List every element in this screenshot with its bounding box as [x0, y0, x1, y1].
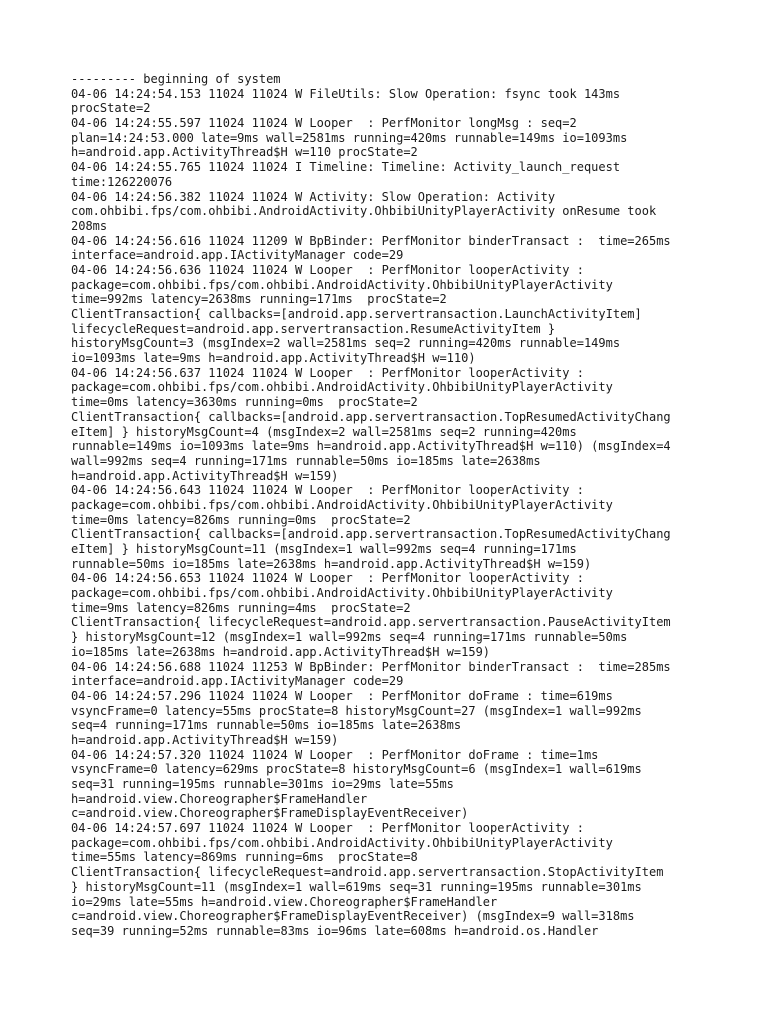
log-line: seq=39 running=52ms runnable=83ms io=96ms late=608ms h=android.os.Handler — [71, 923, 599, 938]
log-line: 04-06 14:24:55.597 11024 11024 W Looper : PerfMonitor longMsg : seq=2 — [71, 116, 577, 131]
log-line: time=55ms latency=869ms running=6ms procState=8 — [71, 850, 418, 865]
log-line: h=android.view.Choreographer$FrameHandler — [71, 791, 368, 806]
log-line: ClientTransaction{ callbacks=[android.app.servertransaction.TopResumedActivityChang — [71, 527, 671, 542]
log-line: historyMsgCount=3 (msgIndex=2 wall=2581ms seq=2 running=420ms runnable=149ms — [71, 336, 621, 351]
log-line: 04-06 14:24:54.153 11024 11024 W FileUtils: Slow Operation: fsync took 143ms — [71, 86, 621, 101]
log-line: com.ohbibi.fps/com.ohbibi.AndroidActivity.OhbibiUnityPlayerActivity onResume took — [71, 204, 657, 219]
log-line: seq=4 running=171ms runnable=50ms io=185ms late=2638ms — [71, 718, 462, 733]
log-line: time=0ms latency=826ms running=0ms procState=2 — [71, 512, 411, 527]
log-line: time=0ms latency=3630ms running=0ms procState=2 — [71, 395, 418, 410]
log-line: h=android.app.ActivityThread$H w=159) — [71, 468, 339, 483]
log-line: eItem] } historyMsgCount=4 (msgIndex=2 wall=2581ms seq=2 running=420ms — [71, 424, 577, 439]
log-line: time=992ms latency=2638ms running=171ms procState=2 — [71, 292, 447, 307]
log-line: 04-06 14:24:56.643 11024 11024 W Looper : PerfMonitor looperActivity : — [71, 483, 584, 498]
log-line: 04-06 14:24:56.616 11024 11209 W BpBinder: PerfMonitor binderTransact : time=265ms — [71, 233, 671, 248]
log-line: c=android.view.Choreographer$FrameDisplayEventReceiver) — [71, 806, 469, 821]
log-line: vsyncFrame=0 latency=55ms procState=8 historyMsgCount=27 (msgIndex=1 wall=992ms — [71, 703, 642, 718]
log-line: 04-06 14:24:56.653 11024 11024 W Looper : PerfMonitor looperActivity : — [71, 571, 584, 586]
log-line: wall=992ms seq=4 running=171ms runnable=50ms io=185ms late=2638ms — [71, 453, 541, 468]
log-line: h=android.app.ActivityThread$H w=159) — [71, 732, 339, 747]
log-line: package=com.ohbibi.fps/com.ohbibi.AndroidActivity.OhbibiUnityPlayerActivity — [71, 835, 613, 850]
log-line: time:126220076 — [71, 174, 173, 189]
log-line: io=185ms late=2638ms h=android.app.ActivityThread$H w=159) — [71, 644, 491, 659]
log-line: interface=android.app.IActivityManager code=29 — [71, 248, 404, 263]
log-line: 04-06 14:24:55.765 11024 11024 I Timeline: Timeline: Activity_launch_request — [71, 160, 621, 175]
log-line: 208ms — [71, 218, 108, 233]
log-line: ClientTransaction{ lifecycleRequest=android.app.servertransaction.PauseActivityItem — [71, 615, 671, 630]
log-line: 04-06 14:24:57.697 11024 11024 W Looper : PerfMonitor looperActivity : — [71, 821, 584, 836]
log-line: io=1093ms late=9ms h=android.app.ActivityThread$H w=110) — [71, 351, 476, 366]
log-line: vsyncFrame=0 latency=629ms procState=8 historyMsgCount=6 (msgIndex=1 wall=619ms — [71, 762, 642, 777]
log-line: procState=2 — [71, 101, 151, 116]
log-line: eItem] } historyMsgCount=11 (msgIndex=1 wall=992ms seq=4 running=171ms — [71, 542, 577, 556]
log-line: 04-06 14:24:56.636 11024 11024 W Looper : PerfMonitor looperActivity : — [71, 262, 584, 277]
log-line: ClientTransaction{ callbacks=[android.app.servertransaction.LaunchActivityItem] — [71, 307, 642, 321]
log-line: 04-06 14:24:56.382 11024 11024 W Activity: Slow Operation: Activity — [71, 189, 556, 204]
log-line: interface=android.app.IActivityManager code=29 — [71, 674, 404, 689]
log-line: package=com.ohbibi.fps/com.ohbibi.AndroidActivity.OhbibiUnityPlayerActivity — [71, 380, 613, 395]
log-text-block — [71, 72, 703, 939]
log-line: package=com.ohbibi.fps/com.ohbibi.AndroidActivity.OhbibiUnityPlayerActivity — [71, 497, 613, 512]
log-line: h=android.app.ActivityThread$H w=110 procState=2 — [71, 145, 418, 160]
log-line: 04-06 14:24:57.320 11024 11024 W Looper : PerfMonitor doFrame : time=1ms — [71, 747, 599, 762]
log-line: } historyMsgCount=11 (msgIndex=1 wall=619ms seq=31 running=195ms runnable=301ms — [71, 879, 642, 894]
log-line: package=com.ohbibi.fps/com.ohbibi.AndroidActivity.OhbibiUnityPlayerActivity — [71, 586, 613, 601]
log-line: lifecycleRequest=android.app.servertransaction.ResumeActivityItem } — [71, 321, 556, 336]
log-line: time=9ms latency=826ms running=4ms procState=2 — [71, 600, 411, 615]
log-line: 04-06 14:24:57.296 11024 11024 W Looper : PerfMonitor doFrame : time=619ms — [71, 688, 613, 703]
log-line: } historyMsgCount=12 (msgIndex=1 wall=992ms seq=4 running=171ms runnable=50ms — [71, 630, 628, 645]
log-line: 04-06 14:24:56.637 11024 11024 W Looper : PerfMonitor looperActivity : — [71, 365, 584, 380]
log-line: c=android.view.Choreographer$FrameDisplayEventReceiver) (msgIndex=9 wall=318ms — [71, 909, 635, 924]
log-line: plan=14:24:53.000 late=9ms wall=2581ms running=420ms runnable=149ms io=1093ms — [71, 130, 628, 145]
log-line: 04-06 14:24:56.688 11024 11253 W BpBinder: PerfMonitor binderTransact : time=285ms — [71, 659, 671, 674]
log-line: ClientTransaction{ lifecycleRequest=android.app.servertransaction.StopActivityItem — [71, 865, 664, 880]
log-line: seq=31 running=195ms runnable=301ms io=29ms late=55ms — [71, 777, 454, 791]
log-line: runnable=50ms io=185ms late=2638ms h=android.app.ActivityThread$H w=159) — [71, 556, 592, 571]
log-line: package=com.ohbibi.fps/com.ohbibi.AndroidActivity.OhbibiUnityPlayerActivity — [71, 277, 613, 292]
log-line: io=29ms late=55ms h=android.view.Choreographer$FrameHandler — [71, 894, 498, 909]
log-line: runnable=149ms io=1093ms late=9ms h=android.app.ActivityThread$H w=110) (msgIndex=4 — [71, 439, 671, 454]
log-line: ClientTransaction{ callbacks=[android.app.servertransaction.TopResumedActivityChang — [71, 409, 671, 424]
log-line: --------- beginning of system — [71, 72, 281, 86]
